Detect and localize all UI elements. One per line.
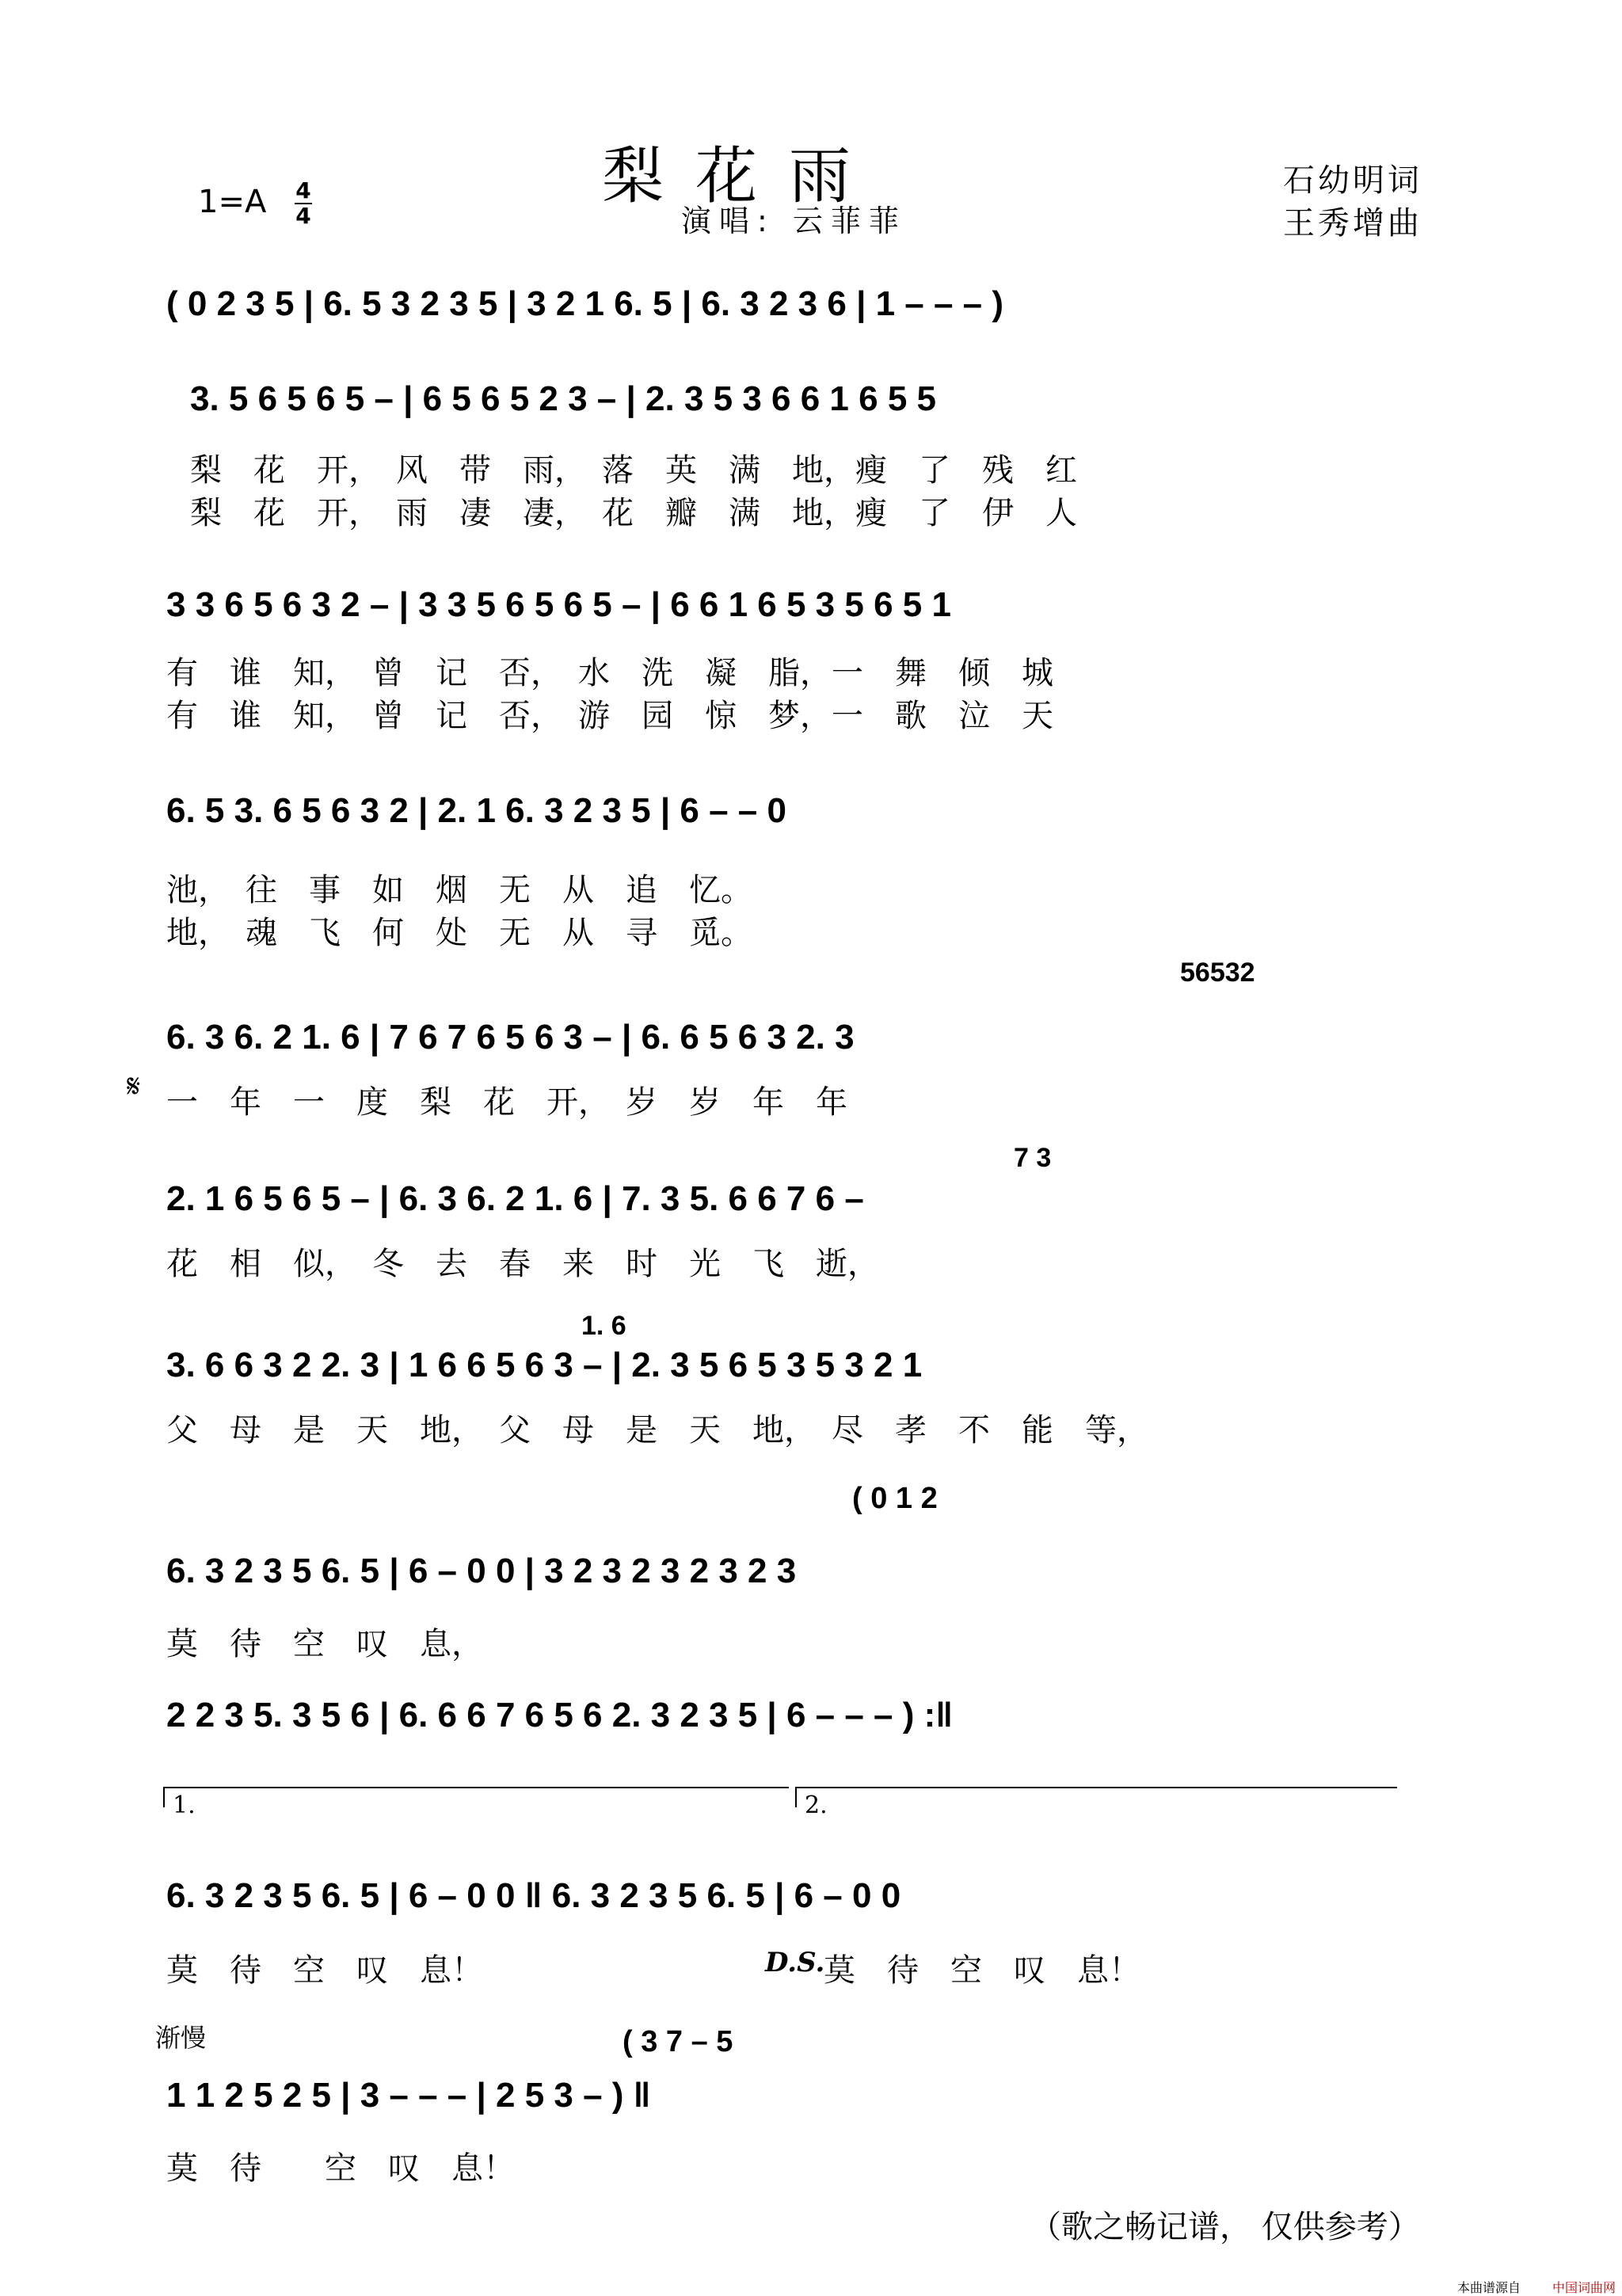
composer-credit: 王秀增曲 bbox=[1283, 205, 1422, 242]
singer-credit: 演唱: 云菲菲 bbox=[681, 204, 907, 238]
tempo-mark: 渐慢 bbox=[155, 2023, 207, 2053]
ds-mark: D.S. bbox=[765, 1947, 825, 1978]
volta-1-label: 1. bbox=[173, 1791, 196, 1819]
lyric-line: 莫 待 空 叹 息！ bbox=[166, 2150, 515, 2187]
system-notes: 3 3 6 5 6 3 2 – | 3 3 5 6 5 6 5 – | 6 6 1 6 5 3 5 6 5 1 bbox=[166, 585, 951, 624]
system-notes: 2. 1 6 5 6 5 – | 6. 3 6. 2 1. 6 | 7. 3 5. 6 6 7 6 – bbox=[166, 1179, 864, 1218]
system-notes: 2 2 3 5. 3 5 6 | 6. 6 6 7 6 5 6 2. 3 2 3 5 | 6 – – – ) :‖ bbox=[166, 1696, 954, 1734]
grace-ornament: 7 3 bbox=[1014, 1143, 1052, 1173]
lyric-ending-2: 莫 待 空 叹 息！ bbox=[824, 1952, 1140, 1989]
footer-source: 本曲谱源自 bbox=[1457, 2280, 1521, 2295]
lyric-verse-2: 有 谁 知， 曾 记 否， 游 园 惊 梦，一 歌 泣 天 bbox=[166, 698, 1053, 734]
time-top: 4 bbox=[295, 177, 311, 204]
system-3 bbox=[0, 585, 1622, 734]
system-notes: ( 0 2 3 5 | 6. 5 3 2 3 5 | 3 2 1 6. 5 | 6. 3 2 3 6 | 1 – – – ) bbox=[166, 284, 1004, 323]
grace-ornament: 1. 6 bbox=[581, 1311, 626, 1341]
interlude-pickup: ( 0 1 2 bbox=[852, 1482, 938, 1515]
system-notes: 6. 3 2 3 5 6. 5 | 6 – 0 0 | 3 2 3 2 3 2 3 2 3 bbox=[166, 1552, 797, 1590]
lyric-verse-1: 梨 花 开， 风 带 雨， 落 英 满 地，瘦 了 残 红 bbox=[190, 452, 1077, 489]
volta-2-line bbox=[795, 1787, 1397, 1788]
lyric-verse-2: 梨 花 开， 雨 凄 凄， 花 瓣 满 地，瘦 了 伊 人 bbox=[190, 495, 1077, 531]
system-4 bbox=[0, 791, 1622, 951]
volta-2-label: 2. bbox=[805, 1791, 828, 1819]
page-title: 梨花雨 bbox=[602, 141, 883, 212]
system-notes: 6. 3 2 3 5 6. 5 | 6 – 0 0 ‖ 6. 3 2 3 5 6. 5 | 6 – 0 0 bbox=[166, 1876, 901, 1915]
footer-site-link[interactable]: 中国词曲网 bbox=[1552, 2280, 1616, 2295]
lyric-verse-2: 地， 魂 飞 何 处 无 从 寻 觅。 bbox=[166, 915, 752, 951]
grace-ornament: 56532 bbox=[1180, 958, 1255, 988]
system-2 bbox=[0, 379, 1622, 531]
lyric-verse-1: 池， 往 事 如 烟 无 从 追 忆。 bbox=[166, 872, 752, 908]
system-1 bbox=[0, 285, 1622, 333]
volta-2-tick bbox=[795, 1787, 797, 1807]
lyric-verse-1: 有 谁 知， 曾 记 否， 水 洗 凝 脂，一 舞 倾 城 bbox=[166, 655, 1053, 691]
system-notes: 6. 3 6. 2 1. 6 | 7 6 7 6 5 6 3 – | 6. 6 5 6 3 2. 3 bbox=[166, 1018, 855, 1057]
volta-1-line bbox=[163, 1787, 789, 1788]
lyricist-credit: 石幼明词 bbox=[1283, 162, 1422, 199]
time-bottom: 4 bbox=[295, 203, 311, 229]
system-9 bbox=[0, 1696, 1622, 1744]
transcriber-credit: （歌之畅记谱， 仅供参考） bbox=[1030, 2209, 1420, 2245]
lyric-line: 花 相 似， 冬 去 春 来 时 光 飞 逝， bbox=[166, 1246, 879, 1282]
system-notes: 1 1 2 5 2 5 | 3 – – – | 2 5 3 – ) ‖ bbox=[166, 2076, 651, 2115]
segno-sign: 𝄋 bbox=[127, 1069, 141, 1104]
lyric-line: 一 年 一 度 梨 花 开， 岁 岁 年 年 bbox=[166, 1084, 847, 1121]
system-notes: 6. 5 3. 6 5 6 3 2 | 2. 1 6. 3 2 3 5 | 6 – – 0 bbox=[166, 791, 786, 830]
key-signature: 1=A bbox=[198, 184, 267, 220]
system-notes: 3. 6 6 3 2 2. 3 | 1 6 6 5 6 3 – | 2. 3 5 6 5 3 5 3 2 1 bbox=[166, 1346, 923, 1384]
lyric-line: 父 母 是 天 地， 父 母 是 天 地， 尽 孝 不 能 等， bbox=[166, 1412, 1148, 1449]
system-7 bbox=[0, 1311, 1622, 1449]
lyric-line: 莫 待 空 叹 息， bbox=[166, 1626, 483, 1662]
system-8 bbox=[0, 1482, 1622, 1662]
system-6 bbox=[0, 1143, 1622, 1282]
system-5 bbox=[0, 958, 1622, 1121]
accompaniment-line: ( 3 7 – 5 bbox=[623, 2025, 733, 2058]
time-signature bbox=[295, 179, 312, 228]
volta-1-tick bbox=[163, 1787, 165, 1807]
lyric-ending-1: 莫 待 空 叹 息！ bbox=[166, 1952, 483, 1989]
system-notes: 3. 5 6 5 6 5 – | 6 5 6 5 2 3 – | 2. 3 5 3 6 6 1 6 5 5 bbox=[190, 379, 936, 418]
